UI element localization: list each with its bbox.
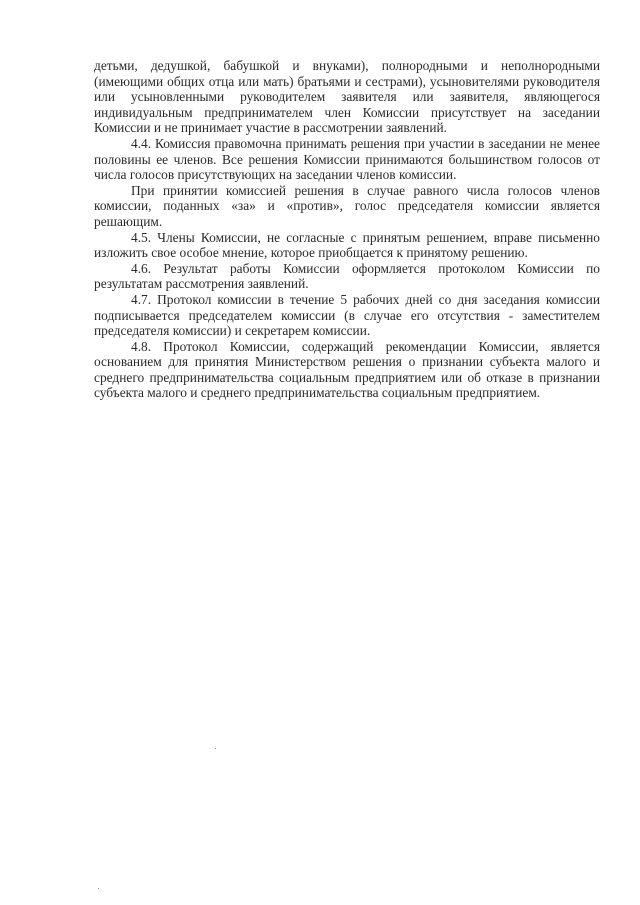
scan-speck: [98, 888, 99, 889]
paragraph-4-8: 4.8. Протокол Комиссии, содержащий рекомендации Комиссии, является основанием для принятия Министерством решения о признании субъекта малого и среднего предпринимательства социальным предприятием или об отказе в признании субъекта малого и среднего предпринимательства социальным предприятием.: [94, 338, 600, 401]
scan-speck: [215, 748, 216, 749]
paragraph-4-5: 4.5. Члены Комиссии, не согласные с принятым решением, вправе письменно изложить свое особое мнение, которое приобщается к принятому решению.: [94, 229, 600, 261]
document-body: [94, 58, 600, 401]
paragraph-4-7: 4.7. Протокол комиссии в течение 5 рабочих дней со дня заседания комиссии подписывается председателем комиссии (в случае его отсутствия - заместителем председателя комиссии) и секретарем комиссии.: [94, 291, 600, 339]
paragraph-tie-vote: При принятии комиссией решения в случае равного числа голосов членов комиссии, поданных «за» и «против», голос председателя комиссии является решающим.: [94, 182, 600, 229]
paragraph-4-4: 4.4. Комиссия правомочна принимать решения при участии в заседании не менее половины ее членов. Все решения Комиссии принимаются большинством голосов от числа голосов присутствующих на заседании членов комиссии.: [94, 135, 600, 183]
paragraph-4-6: 4.6. Результат работы Комиссии оформляется протоколом Комиссии по результатам рассмотрения заявлений.: [94, 260, 600, 292]
paragraph-continuation: детьми, дедушкой, бабушкой и внуками), полнородными и неполнородными (имеющими общих отца или мать) братьями и сестрами), усыновителями руководителя или усыновленными руководителем заявителя или заявителя, являющегося индивидуальным предпринимателем член Комиссии присутствует на заседании Комиссии и не принимает участие в рассмотрении заявлений.: [94, 58, 600, 136]
